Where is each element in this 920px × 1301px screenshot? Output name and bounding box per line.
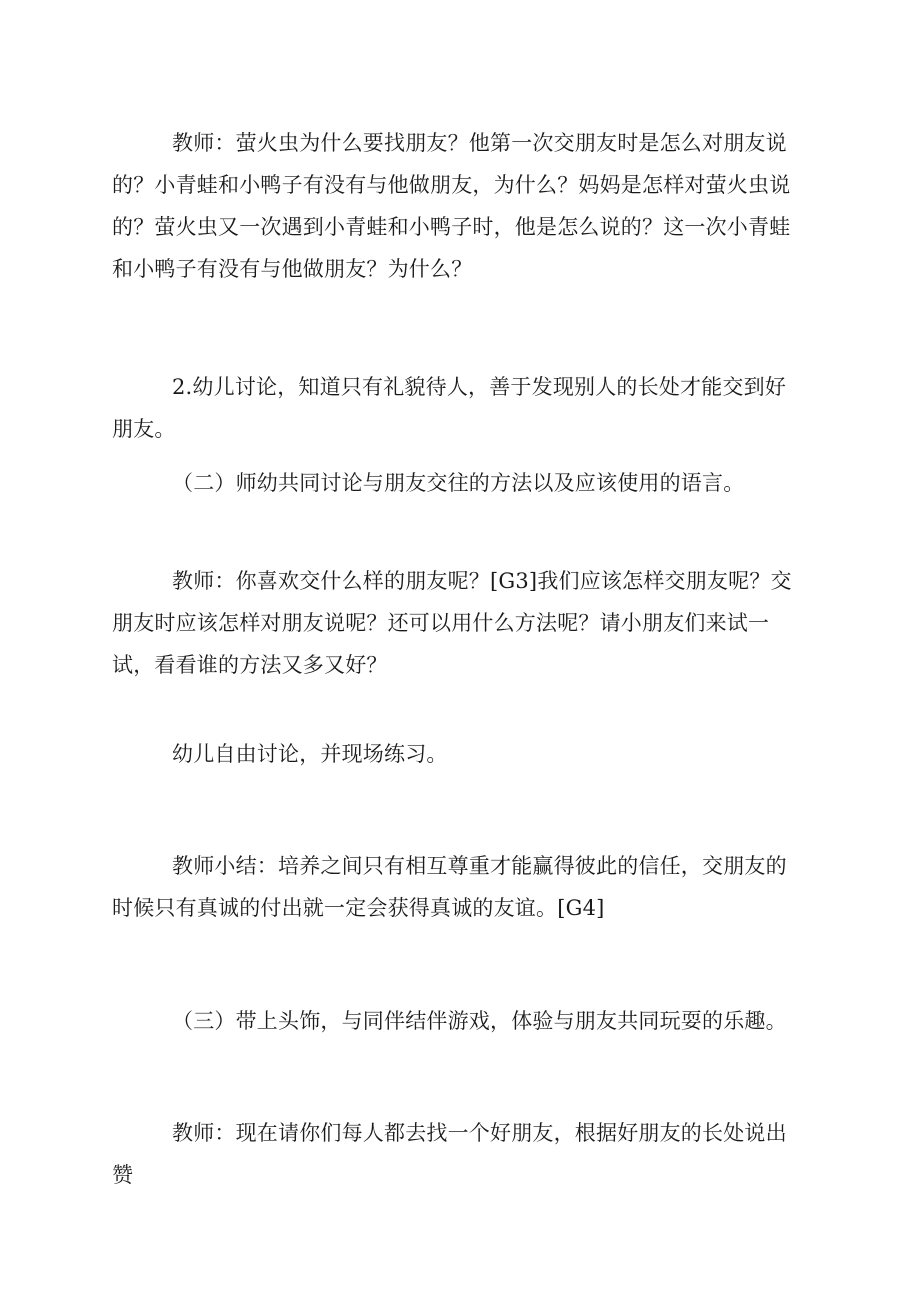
paragraph-free-discussion: 幼儿自由讨论，并现场练习。 — [172, 742, 448, 766]
paragraph-teacher-summary: 教师小结：培养之间只有相互尊重才能赢得彼此的信任，交朋友的时候只有真诚的付出就一定会获得真诚的友谊。[G4] — [112, 854, 787, 920]
paragraph-teacher-instruction: 教师：现在请你们每人都去找一个好朋友，根据好朋友的长处说出赞 — [112, 1121, 787, 1187]
section-heading-two: （二）师幼共同讨论与朋友交往的方法以及应该使用的语言。 — [172, 471, 745, 495]
paragraph-children-discussion: 2.幼儿讨论，知道只有礼貌待人，善于发现别人的长处才能交到好朋友。 — [112, 375, 787, 441]
section-heading-three: （三）带上头饰，与同伴结伴游戏，体验与朋友共同玩耍的乐趣。 — [172, 1009, 787, 1033]
paragraph-teacher-questions: 教师：萤火虫为什么要找朋友？他第一次交朋友时是怎么对朋友说的？小青蛙和小鸭子有没有与他做朋友，为什么？妈妈是怎样对萤火虫说的？萤火虫又一次遇到小青蛙和小鸭子时，他是怎么说的？这一次小青蛙和小鸭子有没有与他做朋友？为什么？ — [112, 131, 791, 281]
paragraph-teacher-friend-questions: 教师：你喜欢交什么样的朋友呢？[G3]我们应该怎样交朋友呢？交朋友时应该怎样对朋友说呢？还可以用什么方法呢？请小朋友们来试一试，看看谁的方法又多又好？ — [112, 569, 792, 677]
